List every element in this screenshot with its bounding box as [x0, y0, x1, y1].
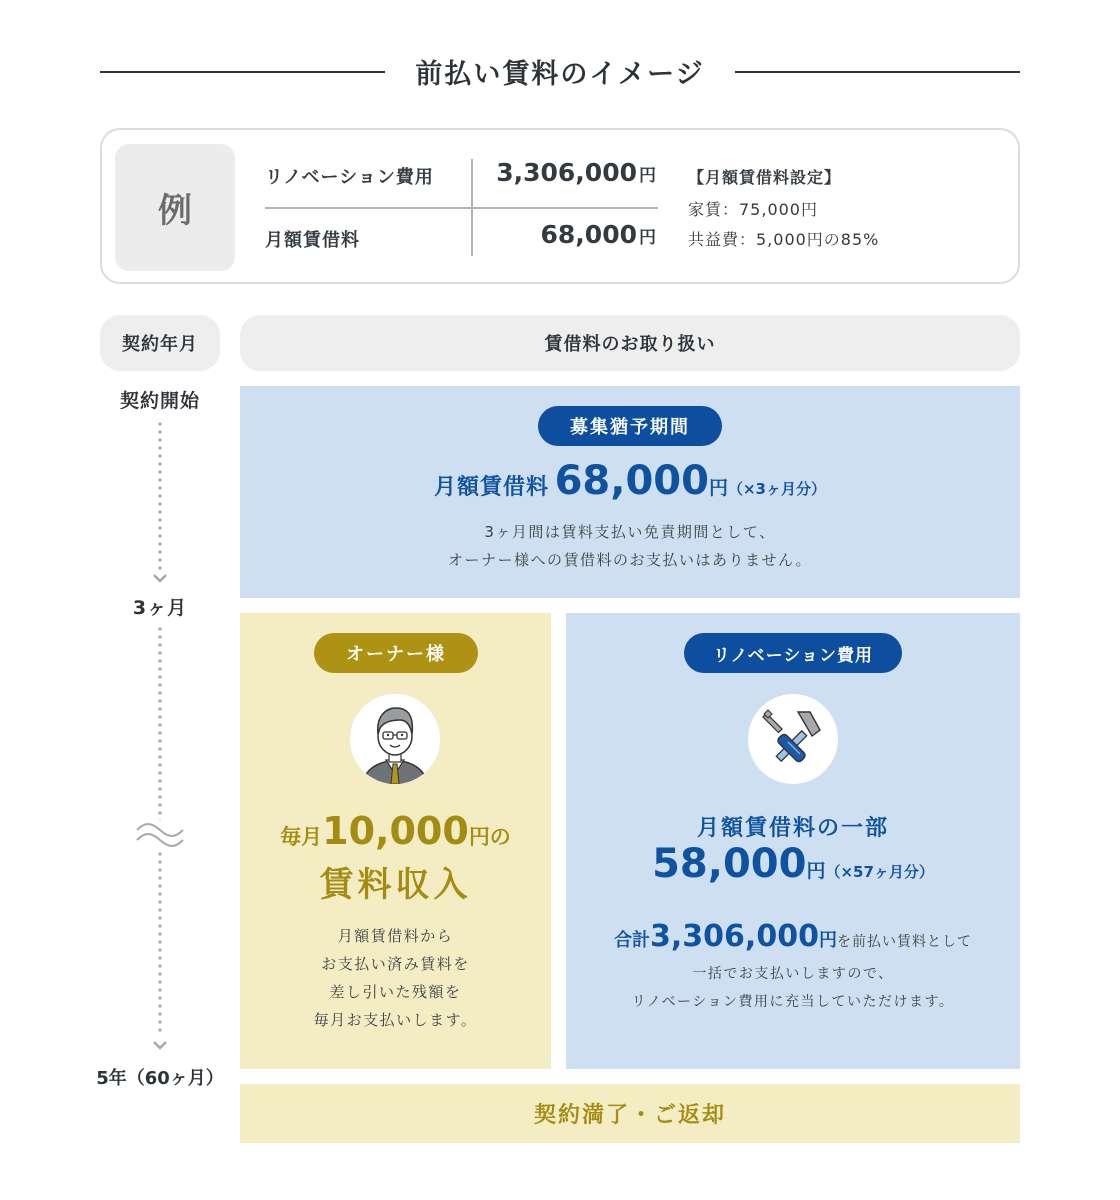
contract-completion-bar: 契約満了・ご返却 [240, 1084, 1020, 1143]
businessman-avatar-icon [350, 694, 440, 784]
renovation-badge: リノベーション費用 [684, 633, 902, 673]
owner-desc-3: 差し引いた残額を [329, 983, 462, 1001]
yen-unit: 円 [818, 930, 837, 951]
page-title: 前払い賃料のイメージ [415, 59, 705, 90]
owner-headline-prefix: 毎月 [280, 825, 323, 849]
grace-period-desc-1: 3ヶ月間は賃料支払い免責期間として、 [484, 523, 776, 541]
owner-income-headline-2: 賃料収入 [319, 865, 472, 905]
yen-unit: 円 [639, 166, 656, 186]
renovation-monthly-amount: 58,000 [652, 841, 807, 887]
monthly-rent-value [541, 220, 656, 249]
renovation-total-prefix: 合計 [614, 930, 651, 951]
owner-desc-2: お支払い済み賃料を [321, 955, 470, 973]
renovation-multiplier: （×57ヶ月分） [825, 863, 934, 881]
grace-period-badge: 募集猶予期間 [538, 406, 722, 446]
timeline-dotted-line [158, 850, 162, 1035]
renovation-amount-line [566, 841, 1020, 887]
timeline-mid-label: 3ヶ月 [132, 597, 188, 619]
title-line-right [735, 71, 1020, 73]
owner-headline-unit: 円の [468, 825, 511, 849]
renovation-cost-amount: 3,306,000 [496, 158, 637, 187]
renovation-total-suffix: を前払い賃料として [836, 934, 972, 950]
renovation-total-line [566, 919, 1020, 954]
owner-badge: オーナー様 [314, 633, 478, 673]
owner-desc-4: 毎月お支払いします。 [313, 1011, 478, 1029]
owner-income-headline [240, 809, 551, 853]
renovation-desc-2: 一括でお支払いしますので、 [692, 966, 894, 982]
grace-period-label: 月額賃借料 [434, 475, 550, 500]
grace-period-panel [240, 386, 1020, 598]
owner-panel [240, 613, 551, 1069]
tools-icon [748, 694, 838, 784]
rent-setting-line2: 共益費：5,000円の85% [688, 230, 880, 249]
timeline-start-label: 契約開始 [119, 390, 200, 412]
grace-period-amount-line [240, 458, 1020, 504]
example-badge: 例 [115, 144, 235, 271]
timeline-dotted-line [158, 625, 162, 820]
timeline-break-wave-icon [135, 820, 185, 850]
grace-period-desc-2: オーナー様への賃借料のお支払いはありません。 [448, 551, 812, 569]
chevron-down-icon [151, 1040, 169, 1052]
header-rent-handling: 賃借料のお取り扱い [240, 315, 1020, 371]
renovation-panel [566, 613, 1020, 1069]
renovation-cost-value [496, 158, 656, 187]
renovation-total-amount: 3,306,000 [650, 919, 819, 954]
timeline-end-label: 5年（60ヶ月） [96, 1068, 224, 1089]
owner-desc-1: 月額賃借料から [337, 927, 454, 945]
yen-unit: 円 [806, 860, 826, 882]
rent-setting-line1: 家賃：75,000円 [688, 200, 818, 219]
yen-unit: 円 [708, 477, 728, 499]
header-contract-period: 契約年月 [100, 315, 220, 371]
grace-period-amount: 68,000 [554, 458, 709, 504]
title-line-left [100, 71, 385, 73]
table-divider-horizontal [265, 207, 658, 209]
grace-period-multiplier: （×3ヶ月分） [727, 480, 826, 498]
renovation-cost-label: リノベーション費用 [265, 167, 434, 188]
owner-headline-amount: 10,000 [322, 809, 469, 853]
rent-setting-heading: 【月額賃借料設定】 [688, 168, 842, 187]
monthly-rent-amount: 68,000 [540, 220, 637, 249]
timeline-dotted-line [158, 420, 162, 570]
example-card [100, 128, 1020, 284]
chevron-down-icon [151, 573, 169, 585]
monthly-rent-label: 月額賃借料 [265, 230, 360, 251]
renovation-desc-3: リノベーション費用に充当していただけます。 [631, 994, 955, 1010]
table-divider-vertical [471, 159, 473, 256]
yen-unit: 円 [639, 228, 656, 248]
renovation-headline: 月額賃借料の一部 [696, 816, 889, 841]
